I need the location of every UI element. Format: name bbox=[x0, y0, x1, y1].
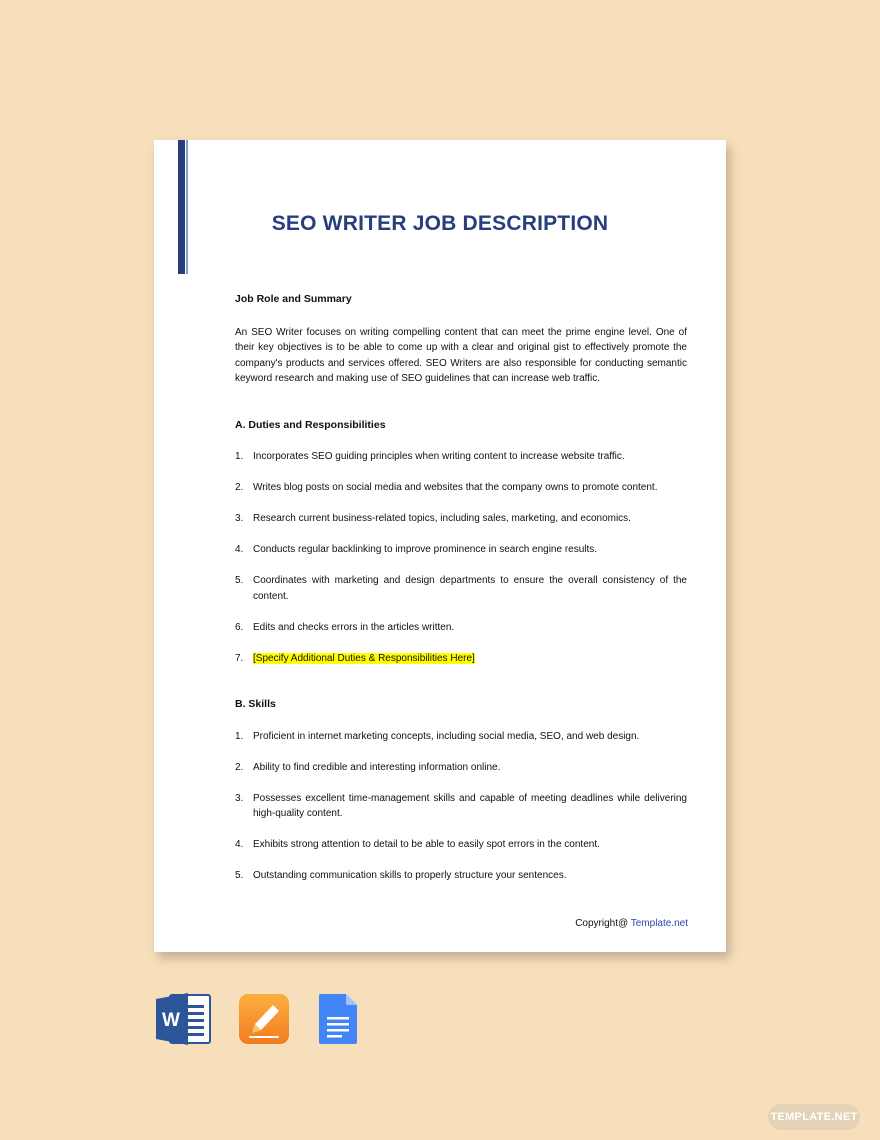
list-text: Coordinates with marketing and design departments to ensure the overall consistency of the content. bbox=[253, 575, 687, 602]
list-item bbox=[235, 511, 687, 527]
list-number: 2. bbox=[235, 761, 244, 773]
list-text: Possesses excellent time-management skills and capable of meeting deadlines while delivering high-quality content. bbox=[253, 792, 687, 819]
duties-heading: A. Duties and Responsibilities bbox=[235, 418, 386, 431]
google-docs-icon[interactable] bbox=[318, 993, 358, 1050]
list-number: 4. bbox=[235, 544, 244, 555]
list-item bbox=[235, 729, 687, 745]
list-item bbox=[235, 868, 687, 884]
list-number: 3. bbox=[235, 792, 244, 804]
list-number: 1. bbox=[235, 730, 244, 742]
list-number: 1. bbox=[235, 451, 244, 462]
placeholder-highlight: [Specify Additional Duties & Responsibilities Here] bbox=[253, 652, 475, 664]
list-text: Ability to find credible and interesting information online. bbox=[253, 761, 501, 773]
list-item bbox=[235, 791, 687, 822]
list-item bbox=[235, 651, 687, 667]
list-text: Proficient in internet marketing concepts, including social media, SEO, and web design. bbox=[253, 730, 640, 742]
document-page bbox=[154, 140, 726, 952]
list-number: 5. bbox=[235, 870, 244, 881]
list-item bbox=[235, 760, 687, 776]
duties-list bbox=[235, 449, 687, 666]
copyright bbox=[575, 918, 688, 929]
list-item bbox=[235, 542, 687, 558]
list-number: 3. bbox=[235, 513, 244, 524]
list-item bbox=[235, 573, 687, 604]
document-title: SEO WRITER JOB DESCRIPTION bbox=[271, 212, 609, 235]
list-text: Exhibits strong attention to detail to be able to easily spot errors in the content. bbox=[253, 839, 600, 850]
summary-text: An SEO Writer focuses on writing compelling content that can meet the prime engine level. One of their key objectives is to be able to come up with a clear and original gist to effectively promote the company's products and services offered. SEO Writers are also responsible for conducting semantic keyword research and making use of SEO guidelines that can increase web traffic. bbox=[235, 326, 687, 384]
list-text: Edits and checks errors in the articles written. bbox=[253, 621, 455, 633]
word-letter: W bbox=[162, 1010, 180, 1031]
list-item bbox=[235, 449, 687, 465]
list-number: 2. bbox=[235, 482, 244, 493]
list-item bbox=[235, 480, 687, 496]
list-text: Writes blog posts on social media and websites that the company owns to promote content. bbox=[253, 482, 658, 493]
copyright-link[interactable]: Template.net bbox=[630, 918, 688, 929]
list-text: Incorporates SEO guiding principles when writing content to increase website traffic. bbox=[253, 451, 625, 462]
list-text: Outstanding communication skills to properly structure your sentences. bbox=[253, 870, 567, 881]
list-number: 6. bbox=[235, 621, 244, 633]
document-body bbox=[235, 292, 687, 884]
accent-bar bbox=[178, 140, 185, 274]
template-net-badge[interactable]: TEMPLATE.NET bbox=[768, 1104, 860, 1130]
summary-heading: Job Role and Summary bbox=[235, 293, 352, 305]
list-text: Research current business-related topics, including sales, marketing, and economics. bbox=[253, 513, 631, 524]
list-number: 4. bbox=[235, 839, 244, 850]
pages-icon[interactable] bbox=[238, 993, 290, 1050]
list-number: 5. bbox=[235, 575, 244, 586]
list-text: Conducts regular backlinking to improve prominence in search engine results. bbox=[253, 544, 598, 555]
copyright-prefix: Copyright@ bbox=[575, 918, 631, 929]
skills-list bbox=[235, 729, 687, 884]
list-number: 7. bbox=[235, 652, 244, 664]
list-item bbox=[235, 620, 687, 636]
list-item bbox=[235, 837, 687, 853]
skills-heading: B. Skills bbox=[235, 698, 276, 710]
word-icon[interactable] bbox=[156, 993, 212, 1050]
